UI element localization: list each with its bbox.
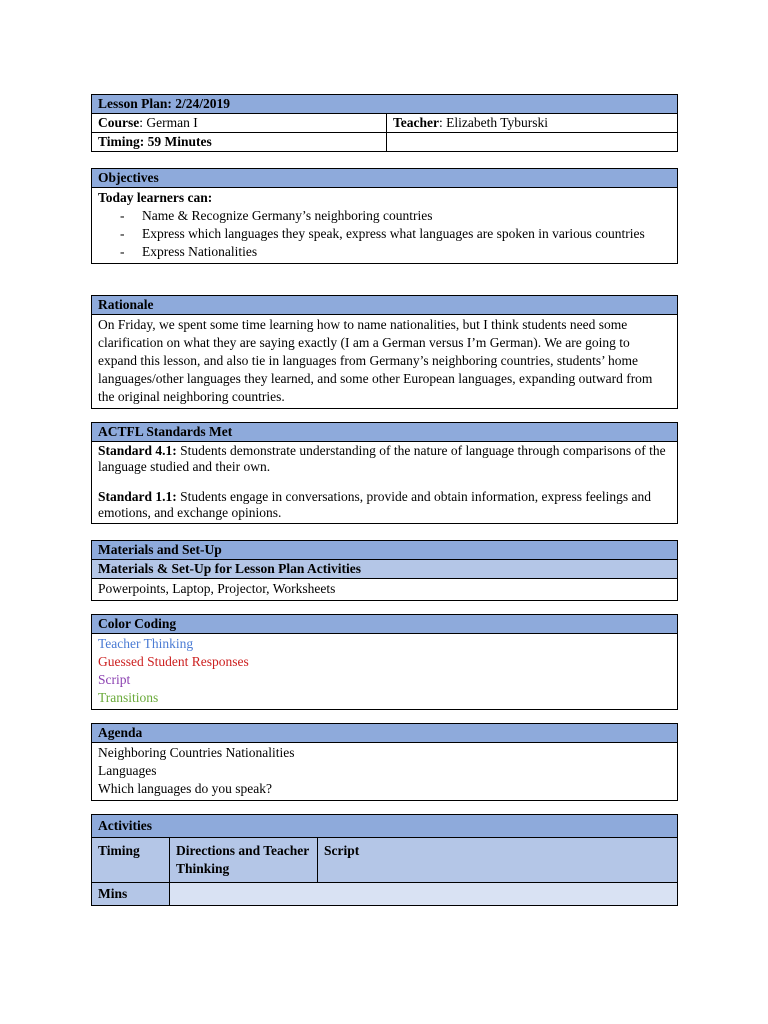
col-script: Script xyxy=(317,838,677,882)
materials-text: Powerpoints, Laptop, Projector, Worksheets xyxy=(98,581,336,596)
standard-4-1 xyxy=(98,443,671,475)
timing-cell: Timing: 59 Minutes xyxy=(98,134,212,149)
objective-item: - Express which languages they speak, express what languages are spoken in various countries xyxy=(120,225,671,243)
standard-1-1-text: Students engage in conversations, provide and obtain information, express feelings and emotions, and exchange opinions. xyxy=(98,489,652,520)
color-coding-body xyxy=(92,634,677,709)
empty-cell xyxy=(386,133,677,151)
materials-table xyxy=(91,540,678,601)
lesson-header-table xyxy=(91,94,678,152)
objectives-body xyxy=(92,188,677,263)
rationale-table xyxy=(91,295,678,409)
teacher-cell xyxy=(386,114,677,132)
teacher-label: Teacher xyxy=(393,115,439,130)
objective-item: - Name & Recognize Germany’s neighboring countries xyxy=(120,207,671,225)
mins-cell: Mins xyxy=(92,883,169,905)
agenda-item: Which languages do you speak? xyxy=(98,781,272,796)
standards-body xyxy=(92,442,677,523)
course-teacher-row xyxy=(92,114,677,133)
standard-4-1-text: Students demonstrate understanding of the nature of language through comparisons of the language studied and their own. xyxy=(98,443,666,474)
script-key: Script xyxy=(98,672,131,687)
course-label: Course xyxy=(98,115,140,130)
activities-mins-row xyxy=(92,883,677,905)
standard-4-1-label: Standard 4.1: xyxy=(98,443,177,458)
standard-1-1 xyxy=(98,489,671,521)
activities-header-row xyxy=(92,838,677,883)
agenda-body xyxy=(92,743,677,800)
agenda-item: Neighboring Countries Nationalities xyxy=(98,745,295,760)
col-directions: Directions and Teacher Thinking xyxy=(169,838,317,882)
col-timing: Timing xyxy=(98,843,140,858)
spacer xyxy=(98,475,671,489)
agenda-title: Agenda xyxy=(92,724,677,743)
materials-subtitle: Materials & Set-Up for Lesson Plan Activities xyxy=(92,560,677,579)
color-coding-table xyxy=(91,614,678,710)
agenda-item: Languages xyxy=(98,763,157,778)
rationale-text: On Friday, we spent some time learning how to name nationalities, but I think students need some clarification on what they are saying exactly (I am a German versus I’m German). We are going to expand this lesson, and also tie in languages from Germany’s neighboring countries, students’ home languages/other languages they learned, and some other European languages, expanding outward from the original neighboring countries. xyxy=(98,317,653,404)
objectives-intro: Today learners can: xyxy=(98,190,213,205)
objective-item: - Express Nationalities xyxy=(120,243,671,261)
teacher-value: : Elizabeth Tyburski xyxy=(439,115,549,130)
timing-row xyxy=(92,133,677,151)
transitions-key: Transitions xyxy=(98,690,159,705)
objectives-list xyxy=(98,207,671,261)
color-coding-title: Color Coding xyxy=(92,615,677,634)
activities-table xyxy=(91,814,678,906)
activities-title: Activities xyxy=(92,815,677,838)
standards-title: ACTFL Standards Met xyxy=(92,423,677,442)
objectives-table xyxy=(91,168,678,264)
materials-title: Materials and Set-Up xyxy=(92,541,677,560)
mins-content-cell xyxy=(169,883,677,905)
objectives-title: Objectives xyxy=(92,169,677,188)
teacher-thinking-key: Teacher Thinking xyxy=(98,636,194,651)
standards-table xyxy=(91,422,678,524)
course-value: : German I xyxy=(139,115,198,130)
course-cell xyxy=(92,114,386,132)
student-responses-key: Guessed Student Responses xyxy=(98,654,249,669)
lesson-plan-title: Lesson Plan: 2/24/2019 xyxy=(92,95,677,114)
standard-1-1-label: Standard 1.1: xyxy=(98,489,177,504)
rationale-title: Rationale xyxy=(92,296,677,315)
agenda-table xyxy=(91,723,678,801)
